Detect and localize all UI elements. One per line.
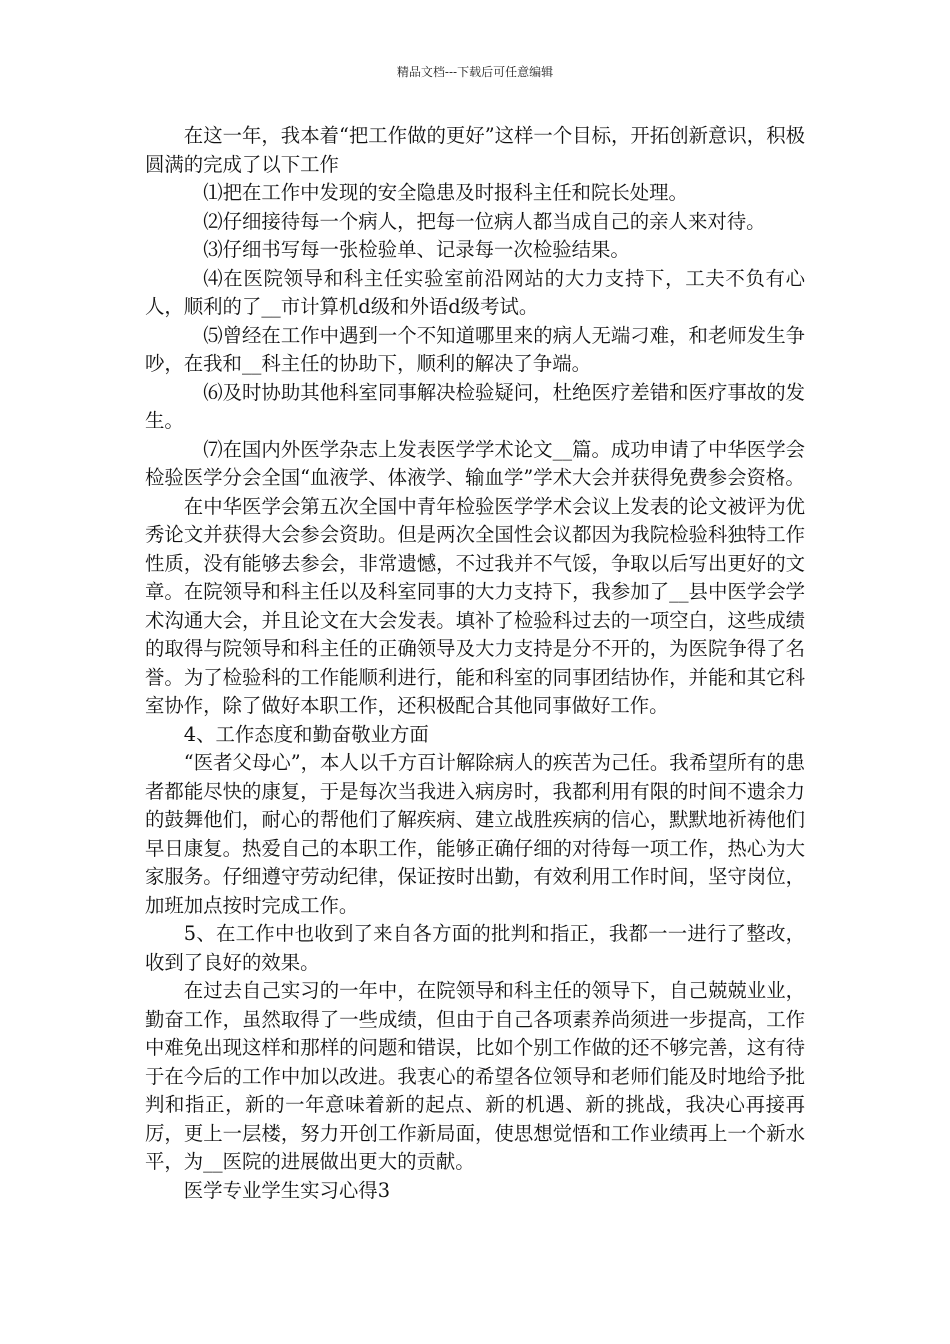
paragraph-intro: 在这一年，我本着“把工作做的更好”这样一个目标，开拓创新意识，积极圆满的完成了以下工作 bbox=[145, 124, 805, 176]
paragraph: 在中华医学会第五次全国中青年检验医学学术会议上发表的论文被评为优秀论文并获得大会参会资助。但是两次全国性会议都因为我院检验科独特工作性质，没有能够去参会，非常遗憾，不过我并不气馁，争取以后写出更好的文章。在院领导和科主任以及科室同事的大力支持下，我参加了__县中医学会学术沟通大会，并且论文在大会发表。填补了检验科过去的一项空白，这些成绩的取得与院领导和科主任的正确领导及大力支持是分不开的，为医院争得了名誉。为了检验科的工作能顺利进行，能和科室的同事团结协作，并能和其它科室协作，除了做好本职工作，还积极配合其他同事做好工作。 bbox=[145, 494, 805, 717]
section-heading: 医学专业学生实习心得3 bbox=[183, 1178, 391, 1202]
paragraph: “医者父母心”，本人以千方百计解除病人的疾苦为己任。我希望所有的患者都能尽快的康复，于是每次当我进入病房时，我都利用有限的时间不遗余力的鼓舞他们，耐心的帮他们了解疾病、建立战胜疾病的信心，默默地祈祷他们早日康复。热爱自己的本职工作，能够正确仔细的对待每一项工作，热心为大家服务。仔细遵守劳动纪律，保证按时出勤，有效利用工作时间，坚守岗位，加班加点按时完成工作。 bbox=[145, 751, 805, 917]
paragraph: 在过去自己实习的一年中，在院领导和科主任的领导下，自己兢兢业业，勤奋工作，虽然取得了一些成绩，但由于自己各项素养尚须进一步提高，工作中难免出现这样和那样的问题和错误，比如个别工作做的还不够完善，这有待于在今后的工作中加以改进。我衷心的希望各位领导和老师们能及时地给予批判和指正，新的一年意味着新的起点、新的机遇、新的挑战，我决心再接再厉，更上一层楼，努力开创工作新局面，使思想觉悟和工作业绩再上一个新水平，为__医院的进展做出更大的贡献。 bbox=[145, 979, 805, 1173]
list-item: ⑶仔细书写每一张检验单、记录每一次检验结果。 bbox=[203, 238, 630, 261]
list-item: ⑺在国内外医学杂志上发表医学学术论文__篇。成功申请了中华医学会检验医学分会全国“血液学、体液学、输血学”学术大会并获得免费参会资格。 bbox=[145, 437, 805, 489]
section-heading: 4、工作态度和勤奋敬业方面 bbox=[183, 722, 429, 746]
list-item: ⑹及时协助其他科室同事解决检验疑问，杜绝医疗差错和医疗事故的发生。 bbox=[145, 380, 805, 432]
list-item: ⑷在医院领导和科主任实验室前沿网站的大力支持下，工夫不负有心人，顺利的了__市计算机d级和外语d级考试。 bbox=[145, 266, 805, 318]
list-item: ⑸曾经在工作中遇到一个不知道哪里来的病人无端刁难，和老师发生争吵，在我和__科主任的协助下，顺利的解决了争端。 bbox=[145, 323, 805, 375]
document-body bbox=[145, 122, 805, 1205]
page-header: 精品文档---下载后可任意编辑 bbox=[396, 65, 554, 79]
list-item: ⑴把在工作中发现的安全隐患及时报科主任和院长处理。 bbox=[203, 181, 688, 204]
list-item: ⑵仔细接待每一个病人，把每一位病人都当成自己的亲人来对待。 bbox=[203, 209, 766, 233]
paragraph: 5、在工作中也收到了来自各方面的批判和指正，我都一一进行了整改，收到了良好的效果。 bbox=[145, 922, 805, 974]
